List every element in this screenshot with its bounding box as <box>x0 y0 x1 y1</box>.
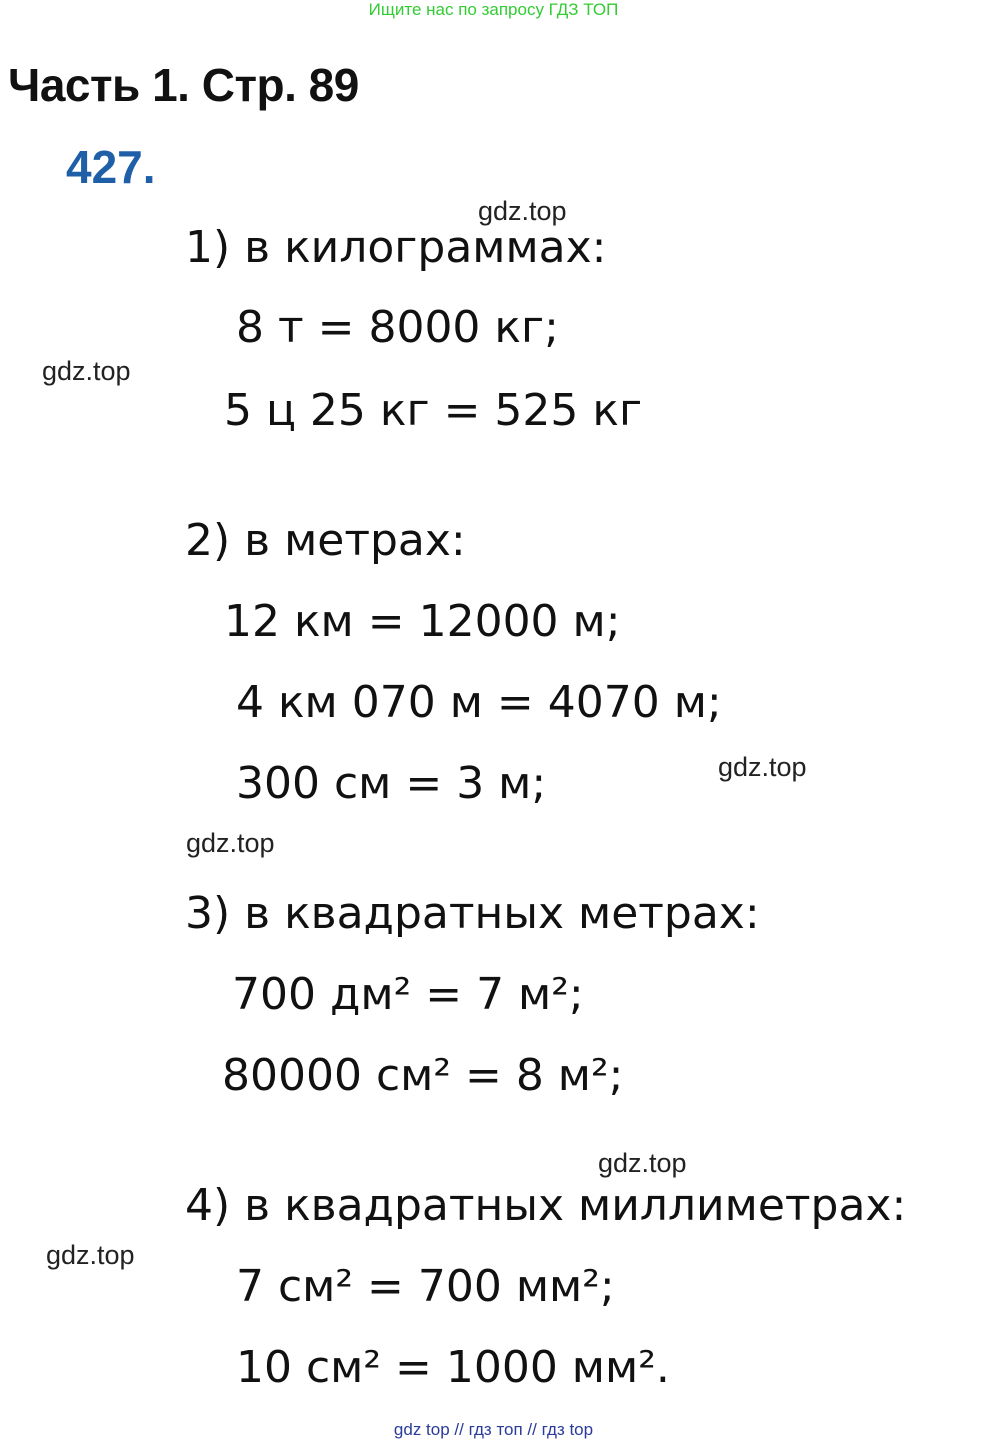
conversion-line: 5 ц 25 кг = 525 кг <box>224 385 643 436</box>
section-heading-kilograms: 1) в килограммах: <box>185 222 607 273</box>
footer-watermark: gdz top // гдз топ // гдз top <box>393 1420 594 1439</box>
conversion-line: 7 см² = 700 мм²; <box>236 1261 615 1312</box>
watermark: gdz.top <box>718 752 807 782</box>
section-heading-square-millimeters: 4) в квадратных миллиметрах: <box>185 1180 907 1231</box>
page-title: Часть 1. Стр. 89 <box>8 59 359 111</box>
conversion-line: 80000 см² = 8 м²; <box>222 1050 624 1101</box>
conversion-line: 10 см² = 1000 мм². <box>236 1342 670 1393</box>
conversion-line: 8 т = 8000 кг; <box>236 302 559 353</box>
watermark: gdz.top <box>42 356 131 386</box>
watermark: gdz.top <box>478 196 567 226</box>
watermark: gdz.top <box>598 1148 687 1178</box>
task-number: 427. <box>66 141 156 193</box>
top-banner: Ищите нас по запросу ГДЗ ТОП <box>368 0 619 19</box>
conversion-line: 4 км 070 м = 4070 м; <box>236 677 722 728</box>
conversion-line: 700 дм² = 7 м²; <box>232 969 584 1020</box>
section-heading-square-meters: 3) в квадратных метрах: <box>185 888 760 939</box>
section-heading-meters: 2) в метрах: <box>185 515 466 566</box>
watermark: gdz.top <box>46 1240 135 1270</box>
watermark: gdz.top <box>186 828 275 858</box>
conversion-line: 300 см = 3 м; <box>236 758 547 809</box>
conversion-line: 12 км = 12000 м; <box>224 596 621 647</box>
